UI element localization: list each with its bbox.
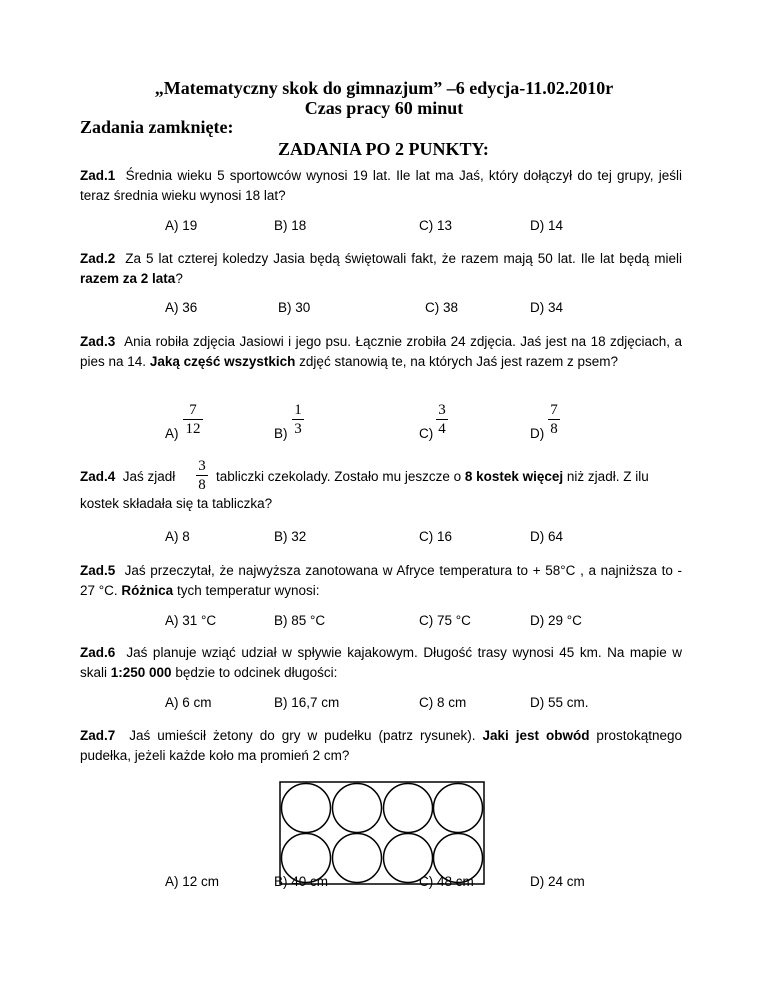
task-text: będzie to odcinek długości: [171, 665, 338, 680]
fraction-numerator: 1 [294, 402, 302, 418]
fraction-bar [183, 419, 203, 420]
answer-option-a[interactable]: A) 12 cm [165, 874, 220, 889]
fraction-bar [548, 419, 560, 420]
answer-option-d[interactable]: D) 55 cm. [530, 695, 589, 710]
fraction-numerator: 3 [438, 402, 446, 418]
task-label: Zad.4 [80, 469, 116, 484]
option-letter: D) [530, 426, 545, 441]
answer-option-d[interactable]: D) 64 [530, 529, 564, 544]
box-rectangle [280, 782, 484, 884]
answer-option-c[interactable]: C) 16 [419, 529, 453, 544]
task-2 [80, 249, 682, 289]
task-text: Za 5 lat czterej koledzy Jasia będą świętowali fakt, że razem mają 50 lat. Ile lat będą mieli [125, 251, 682, 266]
task-text-bold: razem za 2 lata [80, 271, 176, 286]
answer-option-c[interactable]: C) 13 [419, 218, 453, 233]
answer-option-a[interactable]: A) 19 [165, 218, 198, 233]
fraction-denominator: 8 [550, 421, 558, 437]
answer-option-a[interactable]: A) 31 °C [165, 613, 217, 628]
answer-option-a[interactable]: A) 8 [165, 529, 190, 544]
task-text: ? [175, 271, 183, 286]
answer-option-a[interactable]: A) 36 [165, 300, 198, 315]
fraction-7-12 [183, 402, 203, 437]
answer-option-b[interactable]: B) 85 °C [274, 613, 326, 628]
task-3 [80, 332, 682, 372]
task-label: Zad.6 [80, 645, 116, 660]
fraction-denominator: 4 [438, 421, 446, 437]
answer-option-b[interactable]: B) 16,7 cm [274, 695, 340, 710]
task-label: Zad.5 [80, 563, 116, 578]
task-4 [216, 467, 649, 487]
task-text-bold: Jaki jest obwód [482, 728, 590, 743]
fraction-numerator: 3 [198, 458, 206, 474]
task-label: Zad.3 [80, 334, 116, 349]
answer-option-d[interactable]: D) 14 [530, 218, 564, 233]
task-text-bold: Jaką część wszystkich [149, 354, 296, 369]
answer-option-c[interactable]: C) 75 °C [419, 613, 471, 628]
fraction-numerator: 7 [550, 402, 558, 418]
answer-option-d[interactable] [530, 426, 544, 441]
token-circle [434, 784, 483, 833]
answer-option-c[interactable]: C) 8 cm [419, 695, 467, 710]
answer-option-a[interactable] [165, 426, 179, 441]
token-circle [282, 784, 331, 833]
answer-option-d[interactable]: D) 24 cm [530, 874, 585, 889]
fraction-7-8 [548, 402, 560, 437]
box-with-tokens-diagram [279, 781, 485, 885]
answer-option-d[interactable]: D) 29 °C [530, 613, 582, 628]
task-text: Średnia wieku 5 sportowców wynosi 19 lat. Ile lat ma Jaś, który dołączył do tej grupy, jeśli teraz średnia wieku wynosi 18 lat? [80, 168, 682, 203]
option-letter: C) [419, 426, 434, 441]
task-4-label [80, 467, 175, 487]
fraction-3-8 [196, 458, 208, 493]
task-text: Jaś planuje wziąć udział w spływie kajakowym. Długość trasy wynosi 45 km. Na mapie w skali [80, 645, 682, 680]
answer-option-c[interactable]: C) 48 cm [419, 874, 474, 889]
time-limit: Czas pracy 60 minut [304, 98, 464, 118]
answer-option-c[interactable] [419, 426, 433, 441]
task-6 [80, 643, 682, 683]
task-text: Jaś przeczytał, że najwyższa zanotowana w Afryce temperatura to + 58°C , a najniższa to - 27 °C. [80, 563, 682, 598]
fraction-denominator: 12 [185, 421, 201, 437]
task-label: Zad.2 [80, 251, 116, 266]
task-label: Zad.7 [80, 728, 116, 743]
task-text-bold: 1:250 000 [110, 665, 172, 680]
task-1 [80, 166, 682, 206]
fraction-numerator: 7 [189, 402, 197, 418]
section-heading: Zadania zamknięte: [80, 117, 234, 137]
answer-option-b[interactable]: B) 32 [274, 529, 307, 544]
answer-option-b[interactable] [274, 426, 288, 441]
task-label: Zad.1 [80, 168, 116, 183]
option-letter: B) [274, 426, 288, 441]
task-text: zdjęć stanowią te, na których Jaś jest razem z psem? [295, 354, 619, 369]
answer-option-b[interactable]: B) 40 cm [274, 874, 329, 889]
task-text: tych temperatur wynosi: [173, 583, 320, 598]
task-7 [80, 726, 682, 766]
token-circle [384, 784, 433, 833]
task-5 [80, 561, 682, 601]
fraction-bar [292, 419, 304, 420]
answer-option-a[interactable]: A) 6 cm [165, 695, 212, 710]
answer-option-c[interactable]: C) 38 [425, 300, 459, 315]
task-text: Jaś umieścił żetony do gry w pudełku (patrz rysunek). [129, 728, 483, 743]
fraction-denominator: 3 [294, 421, 302, 437]
token-circle [333, 834, 382, 883]
fraction-3-4 [436, 402, 448, 437]
task-text: prostokątnego pudełka, jeżeli każde koło ma promień 2 cm? [80, 728, 682, 763]
points-heading: ZADANIA PO 2 PUNKTY: [278, 139, 489, 159]
task-text: niż zjadł. Z ilu [563, 469, 649, 484]
fraction-bar [196, 475, 208, 476]
task-text-bold: 8 kostek więcej [464, 469, 564, 484]
task-4-continued: kostek składała się ta tabliczka? [80, 496, 273, 511]
token-circle [333, 784, 382, 833]
option-letter: A) [165, 426, 179, 441]
fraction-1-3 [292, 402, 304, 437]
fraction-denominator: 8 [198, 477, 206, 493]
answer-option-b[interactable]: B) 18 [274, 218, 307, 233]
task-text: Jaś zjadł [122, 469, 176, 484]
fraction-bar [436, 419, 448, 420]
document-title: „Matematyczny skok do gimnazjum” –6 edycja-11.02.2010r [154, 78, 614, 98]
task-text: tabliczki czekolady. Zostało mu jeszcze o [216, 469, 465, 484]
answer-option-d[interactable]: D) 34 [530, 300, 564, 315]
answer-option-b[interactable]: B) 30 [278, 300, 311, 315]
task-text: Ania robiła zdjęcia Jasiowi i jego psu. Łącznie zrobiła 24 zdjęcia. Jaś jest na 18 zdjęciach, a pies na 14. [80, 334, 682, 369]
task-text-bold: Różnica [121, 583, 174, 598]
